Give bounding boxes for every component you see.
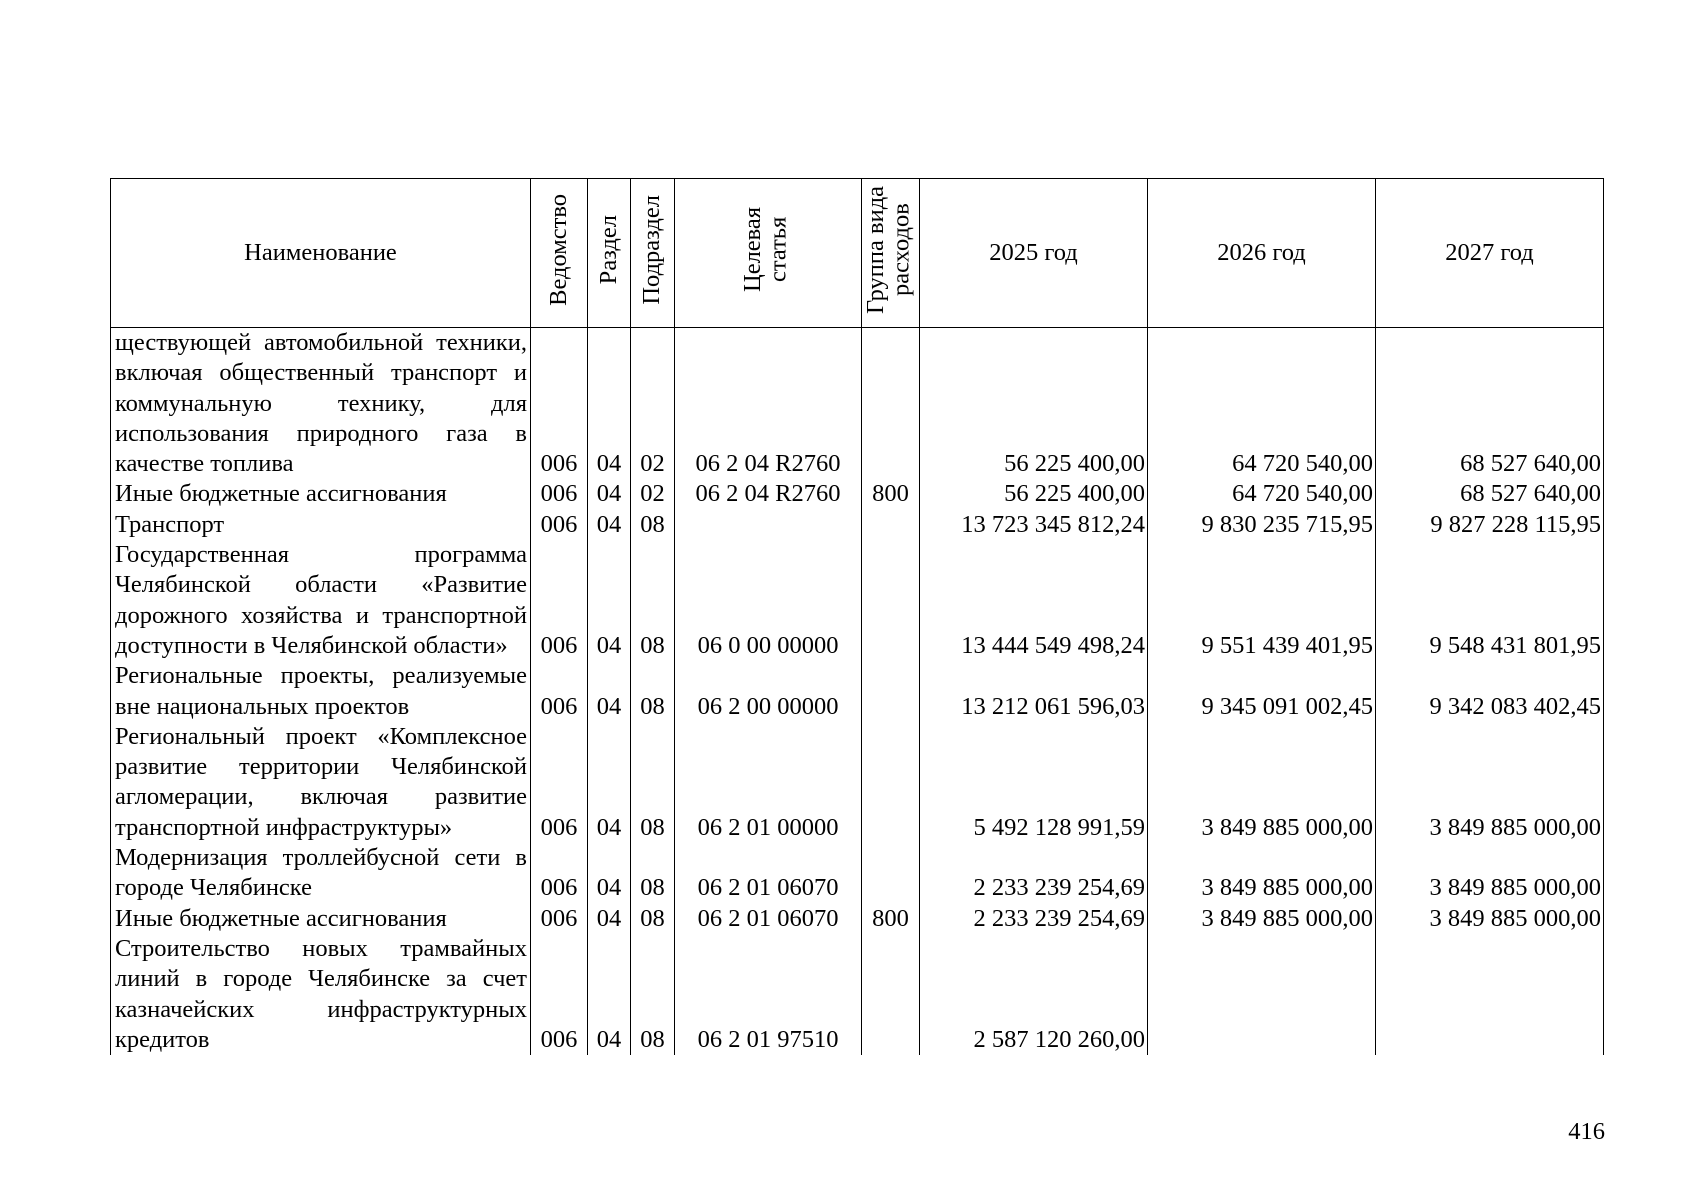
row-vedomstvo: 006 [531,479,588,509]
row-2027: 3 849 885 000,00 [1376,843,1604,904]
row-name: Модернизация троллейбусной сети в городе Челябинске [111,843,531,904]
row-gruppa [862,510,920,540]
header-gruppa: Группа вида расходов [862,179,920,328]
table-row [111,328,1604,480]
row-2025: 2 587 120 260,00 [920,934,1148,1055]
row-razdel: 04 [588,843,631,904]
row-podrazdel: 02 [631,328,675,480]
row-name: Региональный проект «Комплексное развитие территории Челябинской агломерации, включая развитие транспортной инфраструктуры» [111,722,531,843]
row-gruppa [862,328,920,480]
row-vedomstvo: 006 [531,934,588,1055]
row-vedomstvo: 006 [531,328,588,480]
table-row [111,843,1604,904]
row-gruppa [862,934,920,1055]
table-row [111,540,1604,661]
row-celevaya: 06 2 04 R2760 [675,479,862,509]
row-2026 [1148,934,1376,1055]
row-razdel: 04 [588,540,631,661]
row-podrazdel: 08 [631,661,675,722]
row-vedomstvo: 006 [531,722,588,843]
row-celevaya: 06 2 01 06070 [675,843,862,904]
budget-table [110,178,1604,1055]
row-vedomstvo: 006 [531,510,588,540]
row-vedomstvo: 006 [531,904,588,934]
header-podrazdel: Подраздел [631,179,675,328]
row-podrazdel: 08 [631,722,675,843]
row-2025: 13 723 345 812,24 [920,510,1148,540]
row-celevaya: 06 2 04 R2760 [675,328,862,480]
row-2027: 9 827 228 115,95 [1376,510,1604,540]
table-row [111,934,1604,1055]
row-2026: 9 830 235 715,95 [1148,510,1376,540]
row-2026: 64 720 540,00 [1148,479,1376,509]
row-gruppa [862,843,920,904]
row-celevaya: 06 2 00 00000 [675,661,862,722]
row-podrazdel: 08 [631,843,675,904]
row-gruppa [862,722,920,843]
row-celevaya: 06 2 01 00000 [675,722,862,843]
header-2026: 2026 год [1148,179,1376,328]
row-celevaya [675,510,862,540]
row-podrazdel: 08 [631,510,675,540]
row-razdel: 04 [588,328,631,480]
row-2027: 9 342 083 402,45 [1376,661,1604,722]
row-2025: 13 444 549 498,24 [920,540,1148,661]
row-razdel: 04 [588,479,631,509]
table-row [111,904,1604,934]
row-2025: 5 492 128 991,59 [920,722,1148,843]
row-2027: 68 527 640,00 [1376,479,1604,509]
page-number: 416 [1568,1118,1605,1145]
header-name: Наименование [111,179,531,328]
row-2025: 13 212 061 596,03 [920,661,1148,722]
row-2026: 3 849 885 000,00 [1148,904,1376,934]
row-name: Транспорт [111,510,531,540]
row-name: Иные бюджетные ассигнования [111,479,531,509]
header-celevaya: Целевая статья [675,179,862,328]
table-row [111,510,1604,540]
row-2027: 9 548 431 801,95 [1376,540,1604,661]
header-2025: 2025 год [920,179,1148,328]
row-2027: 3 849 885 000,00 [1376,904,1604,934]
row-name: Государственная программа Челябинской области «Развитие дорожного хозяйства и транспортной доступности в Челябинской области» [111,540,531,661]
table-row [111,479,1604,509]
header-razdel: Раздел [588,179,631,328]
row-2026: 9 345 091 002,45 [1148,661,1376,722]
row-2026: 3 849 885 000,00 [1148,843,1376,904]
row-podrazdel: 02 [631,479,675,509]
row-2025: 56 225 400,00 [920,328,1148,480]
row-razdel: 04 [588,904,631,934]
row-podrazdel: 08 [631,904,675,934]
row-celevaya: 06 2 01 06070 [675,904,862,934]
header-vedomstvo: Ведомство [531,179,588,328]
row-razdel: 04 [588,661,631,722]
table-header [111,179,1604,328]
row-2027: 68 527 640,00 [1376,328,1604,480]
row-podrazdel: 08 [631,934,675,1055]
row-2025: 2 233 239 254,69 [920,843,1148,904]
row-2027 [1376,934,1604,1055]
row-celevaya: 06 2 01 97510 [675,934,862,1055]
row-2026: 3 849 885 000,00 [1148,722,1376,843]
header-2027: 2027 год [1376,179,1604,328]
row-vedomstvo: 006 [531,843,588,904]
row-gruppa [862,661,920,722]
row-gruppa: 800 [862,904,920,934]
row-gruppa: 800 [862,479,920,509]
row-vedomstvo: 006 [531,661,588,722]
row-2025: 2 233 239 254,69 [920,904,1148,934]
row-name: Строительство новых трамвайных линий в городе Челябинске за счет казначейских инфраструктурных кредитов [111,934,531,1055]
row-razdel: 04 [588,510,631,540]
row-name: ществующей автомобильной техники, включая общественный транспорт и коммунальную технику, для использования природного газа в качестве топлива [111,328,531,480]
table-row [111,661,1604,722]
row-name: Иные бюджетные ассигнования [111,904,531,934]
row-2026: 64 720 540,00 [1148,328,1376,480]
row-podrazdel: 08 [631,540,675,661]
row-razdel: 04 [588,934,631,1055]
row-2025: 56 225 400,00 [920,479,1148,509]
table-body [111,328,1604,1056]
row-gruppa [862,540,920,661]
row-razdel: 04 [588,722,631,843]
row-celevaya: 06 0 00 00000 [675,540,862,661]
row-2026: 9 551 439 401,95 [1148,540,1376,661]
table-row [111,722,1604,843]
row-vedomstvo: 006 [531,540,588,661]
row-2027: 3 849 885 000,00 [1376,722,1604,843]
row-name: Региональные проекты, реализуемые вне национальных проектов [111,661,531,722]
